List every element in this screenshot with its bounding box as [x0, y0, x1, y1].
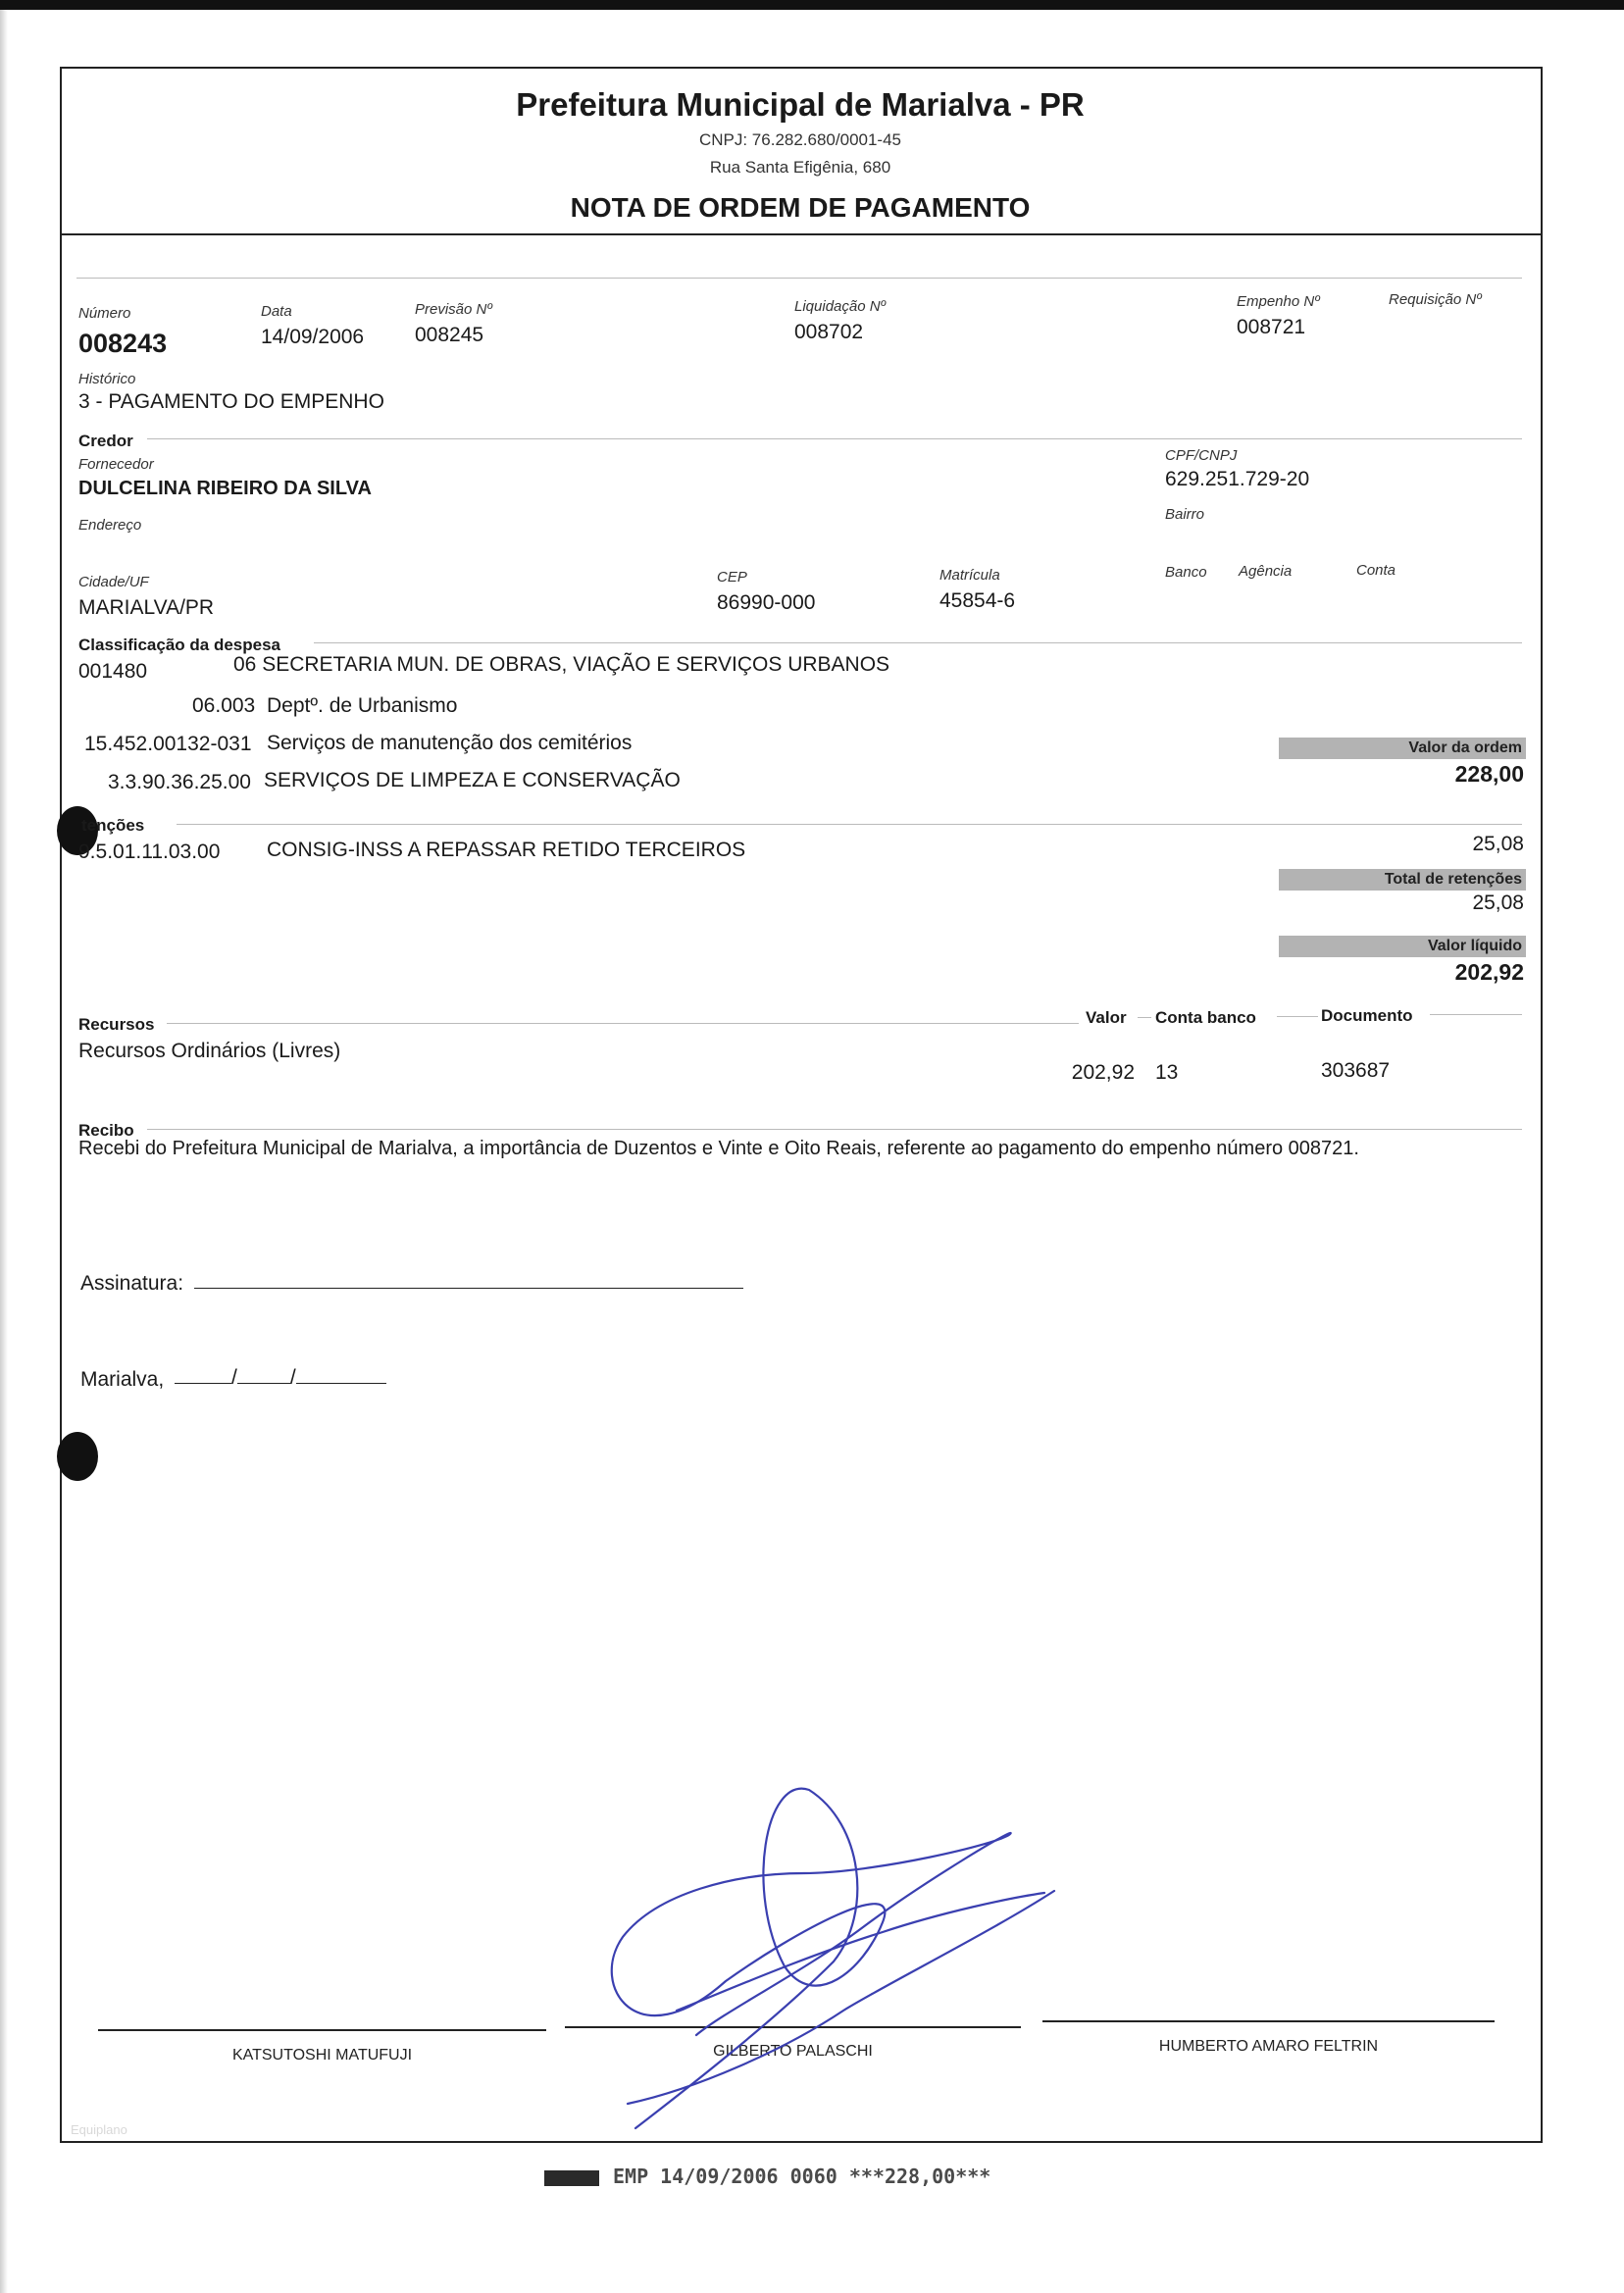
- scan-top-edge: [0, 0, 1624, 10]
- local-data-label: Marialva,: [80, 1368, 165, 1391]
- cidade-value: MARIALVA/PR: [78, 596, 215, 619]
- classificacao-divider: [314, 642, 1522, 643]
- scan-left-edge: [0, 10, 8, 2293]
- class-code-2: 06.003: [192, 694, 256, 717]
- recursos-conta: 13: [1155, 1061, 1179, 1084]
- signatory-1: KATSUTOSHI MATUFUJI: [231, 2047, 413, 2064]
- retencao-value: 25,08: [1472, 833, 1524, 855]
- data-label: Data: [261, 303, 292, 320]
- bairro-label: Bairro: [1165, 506, 1205, 523]
- conta-label: Conta: [1356, 562, 1396, 579]
- class-desc-3: Serviços de manutenção dos cemitérios: [267, 732, 633, 754]
- total-retencoes-label: Total de retenções: [1384, 871, 1522, 888]
- valor-liquido-value: 202,92: [1454, 959, 1524, 985]
- recibo-section-title: Recibo: [78, 1121, 134, 1140]
- recibo-text: Recebi do Prefeitura Municipal de Marialva, a importância de Duzentos e Vinte e Oito Reais, referente ao pagamento do empenho número 008721.: [78, 1138, 1359, 1159]
- recursos-divider-2: [1138, 1017, 1151, 1018]
- stamp-logo-icon: [544, 2170, 599, 2186]
- class-code-3: 15.452.00132-031: [84, 733, 252, 755]
- numero-label: Número: [78, 305, 131, 322]
- class-desc-2: Deptº. de Urbanismo: [267, 694, 458, 717]
- document-title: NOTA DE ORDEM DE PAGAMENTO: [570, 192, 1031, 223]
- recursos-conta-label: Conta banco: [1155, 1008, 1256, 1027]
- valor-liquido-label-box: [1279, 936, 1526, 957]
- credor-section-title: Credor: [78, 432, 133, 450]
- valor-liquido-label: Valor líquido: [1427, 938, 1522, 954]
- data-value: 14/09/2006: [261, 326, 365, 348]
- recursos-valor: 202,92: [1071, 1061, 1135, 1084]
- assinatura-line: [194, 1288, 743, 1289]
- historico-label: Histórico: [78, 371, 136, 387]
- class-desc-1: 06 SECRETARIA MUN. DE OBRAS, VIAÇÃO E SERVIÇOS URBANOS: [233, 653, 890, 676]
- org-cnpj: CNPJ: 76.282.680/0001-45: [698, 130, 902, 149]
- agencia-label: Agência: [1239, 563, 1293, 580]
- footer-mark: Equiplano: [71, 2122, 127, 2137]
- retencoes-section-title: tenções: [81, 816, 145, 835]
- fornecedor-label: Fornecedor: [78, 456, 154, 473]
- class-code-1: 001480: [78, 660, 148, 683]
- empenho-value: 008721: [1237, 316, 1306, 338]
- banco-label: Banco: [1165, 564, 1207, 581]
- retencao-code: 9.5.01.11.03.00: [78, 841, 221, 863]
- liquidacao-value: 008702: [794, 321, 864, 343]
- matricula-value: 45854-6: [939, 589, 1016, 612]
- cep-label: CEP: [717, 569, 747, 586]
- endereco-label: Endereço: [78, 517, 142, 534]
- credor-divider: [147, 438, 1522, 439]
- signature-line-3: [1042, 2020, 1495, 2022]
- fornecedor-value: DULCELINA RIBEIRO DA SILVA: [78, 478, 372, 499]
- retencao-desc: CONSIG-INSS A REPASSAR RETIDO TERCEIROS: [267, 839, 746, 861]
- historico-value: 3 - PAGAMENTO DO EMPENHO: [78, 390, 384, 413]
- recibo-divider: [147, 1129, 1522, 1130]
- cep-value: 86990-000: [717, 591, 816, 614]
- cidade-label: Cidade/UF: [78, 574, 149, 590]
- recursos-documento-label: Documento: [1321, 1006, 1413, 1025]
- class-code-4: 3.3.90.36.25.00: [108, 771, 251, 793]
- class-desc-4: SERVIÇOS DE LIMPEZA E CONSERVAÇÃO: [264, 769, 681, 791]
- local-data-blanks: / /: [175, 1366, 386, 1390]
- valor-ordem-label-box: [1279, 738, 1526, 759]
- ids-divider: [76, 278, 1522, 279]
- header-divider: [60, 233, 1541, 235]
- previsao-value: 008245: [415, 324, 484, 346]
- signatory-3: HUMBERTO AMARO FELTRIN: [1158, 2038, 1379, 2055]
- recursos-divider: [167, 1023, 1079, 1024]
- signatory-2: GILBERTO PALASCHI: [713, 2043, 873, 2060]
- valor-ordem-label: Valor da ordem: [1408, 739, 1522, 756]
- cpf-label: CPF/CNPJ: [1165, 447, 1238, 464]
- previsao-label: Previsão Nº: [415, 301, 492, 318]
- total-retencoes-value: 25,08: [1472, 892, 1524, 914]
- classificacao-section-title: Classificação da despesa: [78, 636, 281, 654]
- retencoes-divider: [177, 824, 1522, 825]
- total-retencoes-label-box: [1279, 869, 1526, 891]
- recursos-desc: Recursos Ordinários (Livres): [78, 1040, 341, 1062]
- recursos-divider-3: [1277, 1016, 1318, 1017]
- signature-line-1: [98, 2029, 546, 2031]
- recursos-documento: 303687: [1321, 1059, 1391, 1082]
- empenho-label: Empenho Nº: [1237, 293, 1320, 310]
- recursos-section-title: Recursos: [78, 1015, 155, 1034]
- handwritten-signature: [549, 1765, 1079, 2158]
- stamp-text: EMP 14/09/2006 0060 ***228,00***: [613, 2165, 991, 2188]
- org-title: Prefeitura Municipal de Marialva - PR: [516, 86, 1085, 123]
- punch-hole: [57, 1432, 98, 1481]
- matricula-label: Matrícula: [939, 567, 1000, 584]
- recursos-divider-4: [1430, 1014, 1522, 1015]
- recursos-valor-label: Valor: [1086, 1008, 1127, 1027]
- cpf-value: 629.251.729-20: [1165, 468, 1310, 490]
- valor-ordem-value: 228,00: [1454, 761, 1524, 787]
- assinatura-label: Assinatura:: [80, 1272, 184, 1295]
- liquidacao-label: Liquidação Nº: [794, 298, 887, 315]
- org-address: Rua Santa Efigênia, 680: [709, 158, 891, 177]
- payment-stamp: [544, 2165, 990, 2188]
- requisicao-label: Requisição Nº: [1389, 291, 1482, 308]
- numero-value: 008243: [78, 329, 168, 358]
